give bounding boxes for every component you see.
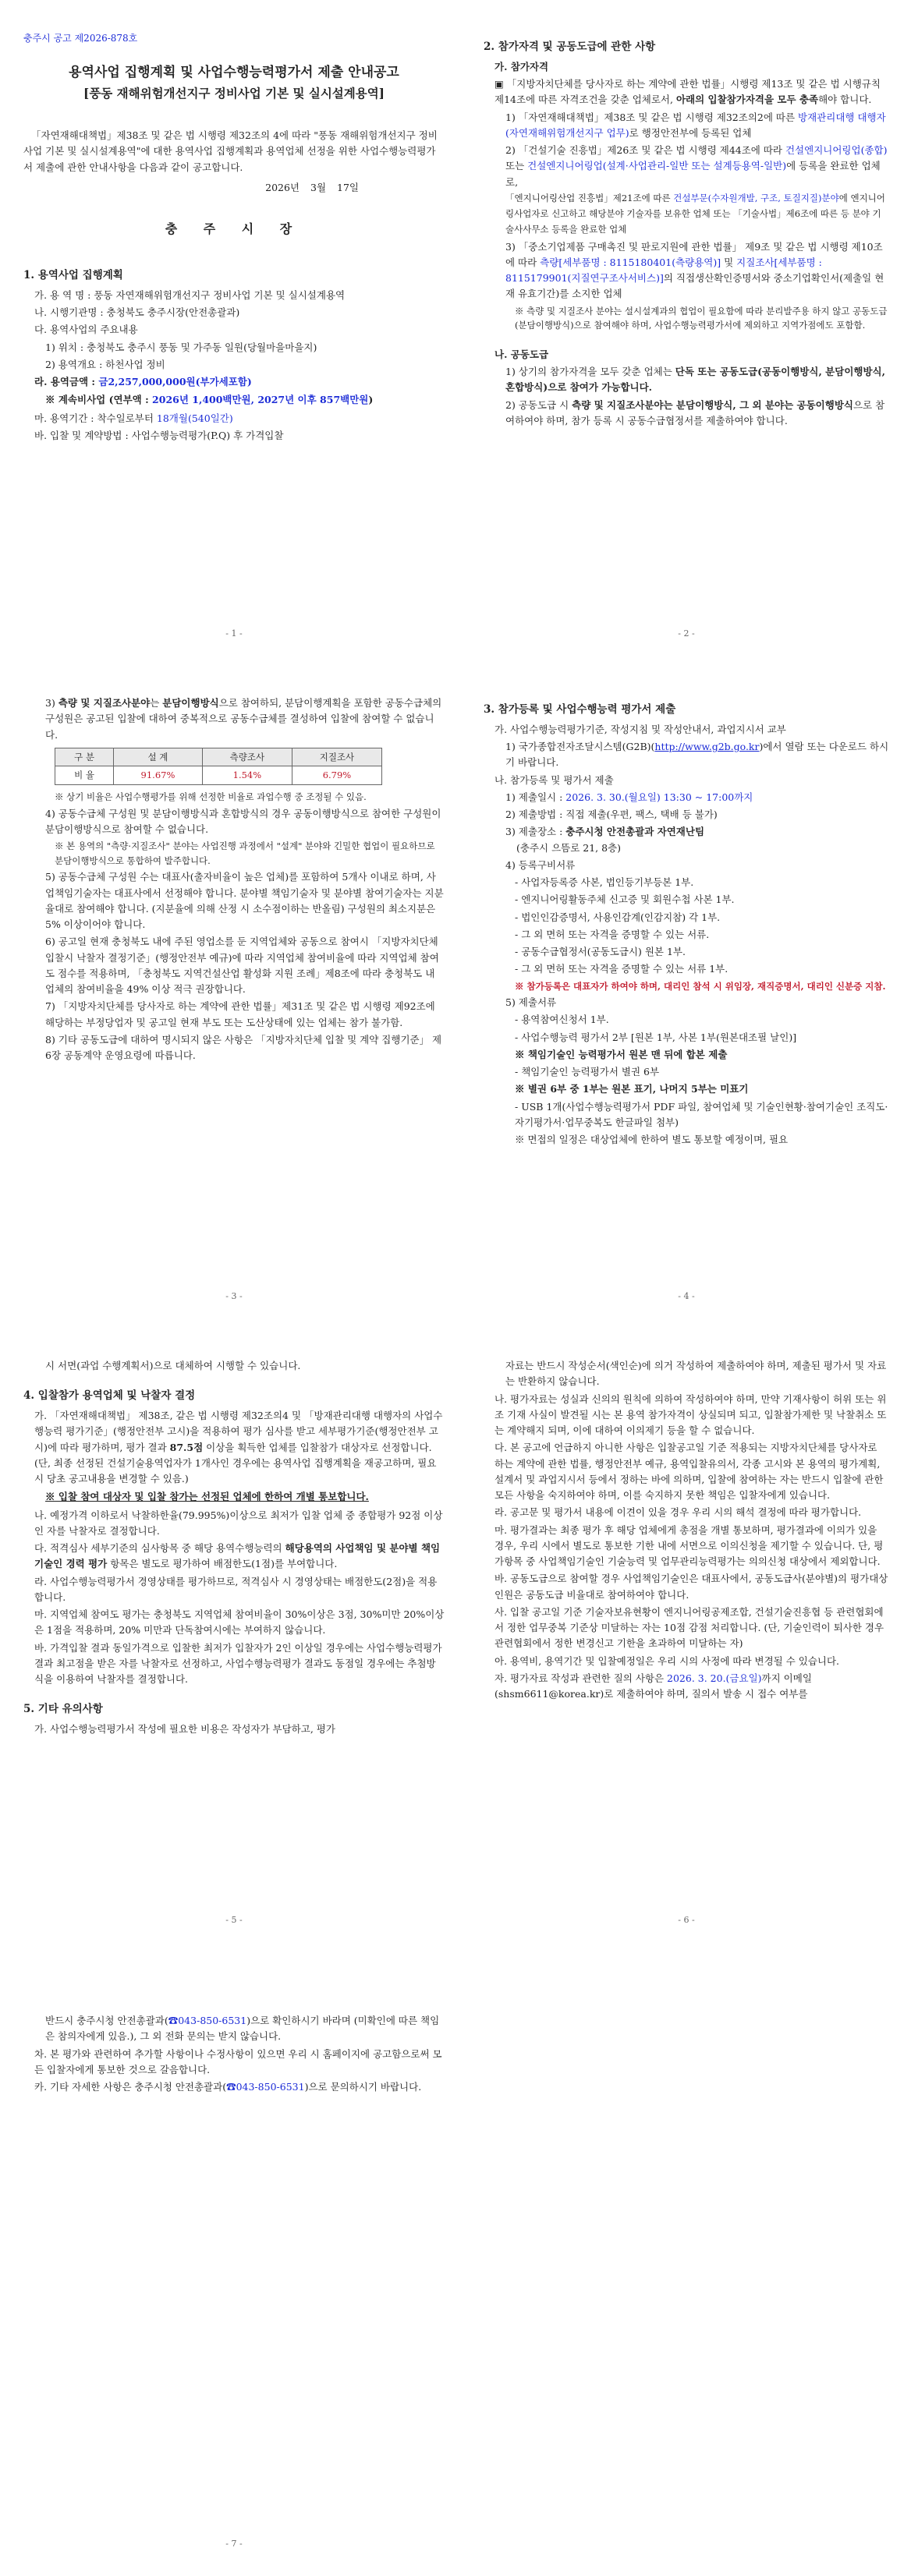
evaluation-note: ※ 입찰 참여 대상자 및 입찰 참가는 선정된 업체에 한하여 개별 통보합니다. — [45, 1491, 369, 1503]
unstated-item: 다. 본 공고에 언급하지 아니한 사항은 입찰공고일 기준 적용되는 지방자치단체를 당사자로 하는 계약에 관한 법률, 행정안전부 예규, 용역입찰유의서, 각종 고시와 본 용역의 평가계획, 설계서 및 과업지시서 등에서 정하는 바에 의하며, 입찰에 참여하는 자는 반드시 입찰에 관한 모든 사항을 숙지하여야 하며, 이를 숙지하지 못한 책임은 입찰자에게 있습니다. — [494, 1442, 884, 1501]
qual-intro-c: 해야 합니다. — [818, 94, 872, 106]
datetime-value: 2026. 3. 30.(월요일) 13:30 ~ 17:00까지 — [565, 791, 753, 803]
issuer-mayor: 충 주 시 장 — [165, 221, 303, 237]
list-item: - 책임기술인 능력평가서 별권 6부 — [515, 1066, 660, 1078]
n1-b: 단독 또는 공동도급(공동이행방식, 분담이행방식, 혼합방식)으로 참여가 가능합니다. — [505, 366, 885, 394]
submit-docs-heading: 5) 제출서류 — [505, 996, 557, 1009]
q3-c: 및 — [721, 256, 737, 268]
amount-value: 금2,257,000,000원(부가세포함) — [98, 376, 252, 388]
budget-note-suffix: ) — [368, 394, 374, 406]
page-7 — [23, 2012, 445, 2557]
eval-b: 이상을 획득한 업체를 입찰참가 대상자로 선정합니다. (단, 최종 선정된 건설기술용역업자가 1개사인 경우에는 용역사업 집행계획을 재공고하며, 필요 시 당초 공고내용을 변경할 수 있음.) — [34, 1441, 437, 1485]
q2-f: 「엔지니어링산업 진흥법」제21조에 따른 — [505, 192, 674, 203]
budget-note — [23, 392, 445, 408]
page-1 — [23, 31, 445, 647]
item-5: 5) 공동수급체 구성원 수는 대표사(출자비율이 높은 업체)를 포함하여 5개사 이내로 하며, 사업책임기술자는 대표사에서 선정해야 합니다. 분야별 책임기술자 및 분야별 참여기술자는 지분율대로 참여해야 합니다. (지분율에 의해 산정 시 소수점이하는 반올림) 구성원의 최소지분은 5% 이상이어야 합니다. — [45, 871, 444, 931]
continuation-text — [23, 2013, 445, 2045]
place-address: (충주시 으뜸로 21, 8층) — [516, 841, 622, 854]
inquiry-item — [484, 1671, 889, 1703]
inquiry-c: 까지 이메일(shsm6611@korea.kr)로 제출하여야 하며, 질의서 발송 시 접수 여부를 — [494, 1672, 812, 1700]
list-item: - 그 외 면허 또는 자격을 증명할 수 있는 서류. — [515, 928, 710, 940]
page-4 — [484, 694, 889, 1310]
table-header: 구 분 — [55, 748, 114, 766]
q3-a: 3) 「중소기업제품 구매촉진 및 판로지원에 관한 법률」 제9조 및 같은 법 시행령 제10조에 따라 — [505, 240, 883, 268]
qualification-heading: 가. 참가자격 — [494, 60, 549, 73]
qualification-intro: ▣ 「지방자치단체를 당사자로 하는 계약에 관한 법률」시행령 제13조 및 같은 법 시행규칙 제14조에 따른 자격조건을 갖춘 업체로서, 아래의 입찰참가자격을 모두 충족해야 합니다. — [494, 78, 881, 106]
qualification-2 — [484, 143, 889, 238]
joint-contract-2 — [484, 398, 889, 430]
distribution-heading: 가. 사업수행능력평가기준, 작성지침 및 작성안내서, 과업지시서 교부 — [494, 723, 786, 735]
table-cell: 91.67% — [114, 766, 203, 785]
n2-c: 으로 참여하여야 하며, 참가 등록 시 공동수급협정서를 제출하여야 합니다. — [505, 398, 885, 426]
joint-contract-heading: 나. 공동도급 — [494, 348, 549, 360]
eval-score: 87.5점 — [169, 1441, 204, 1453]
date-year: 2026년 — [265, 181, 300, 193]
list-note: ※ 별권 6부 중 1부는 원본 표기, 나머지 5부는 미표기 — [515, 1083, 749, 1095]
section-1-title: 1. 용역사업 집행계획 — [23, 268, 123, 281]
eval-a: 가. 「자연재해대책법」 제38조, 같은 법 시행령 제32조의4 및 「방재관리대행 대행자의 사업수행능력 평가기준」(행정안전부 고시)을 적용하여 평가 심사를 받고 세부평가기준(행정안전부 고시)에 따라 평가하며, 평가 결과 — [34, 1410, 443, 1453]
item-4: 4) 공동수급체 구성원 및 분담이행방식과 혼합방식의 경우 공동이행방식으로 참여한 구성원이 분담이행방식으로 참여할 수 없습니다. — [45, 807, 441, 835]
g2b-item — [484, 739, 889, 771]
q2-c: 또는 — [505, 160, 528, 172]
notice-number: 충주시 공고 제2026-878호 — [23, 33, 138, 44]
q2-g: 건설부문(수자원개발, 구조, 토질지질)분야 — [673, 192, 839, 203]
section-2-title: 2. 참가자격 및 공동도급에 관한 사항 — [484, 41, 656, 53]
continuation-text: 자료는 반드시 작성순서(색인순)에 의거 작성하여 제출하여야 하며, 제출된 평가서 및 자료는 반환하지 않습니다. — [505, 1360, 887, 1388]
g2b-link[interactable]: http://www.g2b.go.kr — [654, 741, 760, 753]
agency-name: 나. 시행기관명 : 충청북도 충주시장(안전총괄과) — [34, 306, 240, 319]
result-item: 마. 평가결과는 최종 평가 후 해당 업체에게 총점을 개별 통보하며, 평가결과에 이의가 있을 경우, 우리 시에서 별도로 통보한 기한 내에 서면으로 이의신청을 제기할 수 있습니다. 단, 평가항목 중 사업책임기술인 기술능력 및 업무관리능력평가는 의의신청 대상에서 제외합니다. — [494, 1523, 884, 1567]
item-4-note: ※ 본 용역의 "측량·지질조사" 분야는 사업진행 과정에서 "설계" 분야와 긴밀한 협업이 필요하므로 분담이행방식으로 통합하여 발주합니다. — [55, 840, 435, 866]
overview: 2) 용역개요 : 하천사업 정비 — [45, 358, 165, 370]
joint-tech-item: 바. 공동도급으로 참여할 경우 사업책임기술인은 대표사에서, 공동도급사(분야별)의 평가대상 인원은 공동도급 비율대로 참여하여야 합니다. — [494, 1573, 888, 1601]
budget-note-detail: 2026년 1,400백만원, 2027년 이후 857백만원 — [152, 394, 369, 406]
contact-item — [23, 2079, 445, 2095]
confirm-a: 반드시 충주시청 안전총괄과( — [45, 2015, 168, 2026]
page-number: - 2 - — [678, 628, 695, 639]
homepage-item: 차. 본 평가와 관련하여 추가할 사항이나 수정사항이 있으면 우리 시 홈페이지에 공고함으로써 모든 입찰자에게 통보한 것으로 갈음합니다. — [34, 2047, 442, 2075]
place-value: 충주시청 안전총괄과 자연재난팀 — [565, 826, 705, 838]
page-3 — [23, 694, 445, 1310]
q1-b: 방재관리대행 대행자(자연재해위험개선지구 업무) — [505, 111, 886, 139]
change-item: 아. 용역비, 용역기간 및 입찰예정일은 우리 시의 사정에 따라 변경될 수 있습니다. — [494, 1654, 840, 1667]
table-header: 설 계 — [114, 748, 203, 766]
item-7: 7) 「지방자치단체를 당사자로 하는 계약에 관한 법률」제31조 및 같은 법 시행령 제92조에 해당하는 부정당업자 및 공고일 현재 부도 또는 도산상태에 있는 업체는 참가 불가함. — [45, 1000, 435, 1028]
page-2 — [484, 31, 889, 647]
list-item: - 법인인감증명서, 사용인감계(인감지참) 각 1부. — [515, 911, 721, 923]
page-number: - 4 - — [678, 1291, 695, 1302]
ratio-note: ※ 상기 비율은 사업수행평가를 위해 선정한 비율로 과업수행 중 조정될 수 있음. — [55, 791, 367, 802]
qualification-3 — [484, 239, 889, 303]
dispute-item: 라. 공고문 및 평가서 내용에 이견이 있을 경우 우리 시의 해석 결정에 따라 평가합니다. — [494, 1506, 862, 1519]
item-6: 6) 공고일 현재 충청북도 내에 주된 영업소를 둔 지역업체와 공동으로 참여시 「지방자치단체 입찰시 낙찰자 결정기준」(행정안전부 예규)에 따라 지역업체 참여비율에 따라 지역업체 참여도 점수를 적용하며, 「충청북도 지역건설산업 활성화 지원 조례」제8조에 따라 충청북도 내 업체의 참여비율을 49% 이상 적극 권장합니다. — [45, 936, 439, 996]
page-number: - 3 - — [225, 1291, 243, 1302]
contract-amount — [23, 374, 445, 390]
q2-h: 에 엔지니어링사업자로 신고하고 해당분야 기술자를 보유한 업체 또는 「기술사법」제6조에 따른 등 분야 기술사사무소 등록을 완료한 업체 — [505, 192, 885, 235]
section-4-title: 4. 입찰참가 용역업체 및 낙찰자 결정 — [23, 1389, 196, 1403]
list-item: - 공동수급협정서(공동도급시) 원본 1부. — [515, 946, 686, 958]
evaluation-item — [23, 1408, 445, 1487]
page-number: - 6 - — [678, 1915, 695, 1926]
tie-item: 바. 가격입찰 결과 동일가격으로 입찰한 최저가 입찰자가 2인 이상일 경우에는 사업수행능력평가 결과 최고점을 받은 자를 낙찰자로 선정하고, 사업수행능력평가 결과도 동점일 경우에는 추첨방식을 이용하여 낙찰자를 결정합니다. — [34, 1641, 442, 1686]
q1-c: 로 행정안전부에 등록된 업체 — [629, 126, 752, 139]
q2-a: 2) 「건설기술 진흥법」제26조 및 같은 법 시행령 제44조에 따라 — [505, 144, 785, 157]
section-5-title: 5. 기타 유의사항 — [23, 1703, 103, 1716]
award-item: 나. 예정가격 이하로서 낙찰하한율(79.995%)이상으로 최저가 입찰 업체 중 종합평가 92점 이상인 자를 낙찰자로 결정합니다. — [34, 1509, 443, 1537]
q1-a: 1) 「자연재해대책법」제38조 및 같은 법 시행령 제32조의2에 따른 — [505, 111, 799, 123]
table-header: 지질조사 — [292, 748, 381, 766]
q2-b: 건설엔지니어링업(종합) — [785, 144, 888, 157]
n2-a: 2) 공동도급 시 — [505, 398, 572, 411]
page-6 — [484, 1357, 889, 1934]
intro-paragraph: 「자연재해대책법」제38조 및 같은 법 시행령 제32조의 4에 따라 "풍동 재해위험개선지구 정비사업 기본 및 실시설계용역"에 대한 용역사업 집행계획과 용역업체 선정을 위한 사업수행능력평가서 제출에 관한 안내사항을 다음과 같이 공고합니다. — [23, 129, 438, 173]
item-3 — [23, 695, 445, 743]
item-8: 8) 기타 공동도급에 대하여 명시되지 않은 사항은 「지방자치단체 입찰 및 계약 집행기준」 제6장 공동계약 운영요령에 따릅니다. — [45, 1033, 442, 1062]
datetime-label: 1) 제출일시 : — [505, 791, 566, 803]
submission-datetime — [484, 790, 889, 805]
date-month: 3월 — [310, 181, 327, 193]
notice-date — [23, 180, 445, 196]
page-5 — [23, 1357, 445, 1934]
location: 1) 위치 : 충청북도 충주시 풍동 및 가주동 일원(당월마을마을지) — [45, 341, 317, 353]
i3-a: 3) — [45, 697, 58, 709]
duration — [23, 411, 445, 426]
contact-c: )으로 문의하시기 바랍니다. — [304, 2081, 422, 2093]
i3-c: 는 — [150, 697, 163, 709]
place-label: 3) 제출장소 : — [505, 826, 566, 838]
duration-label: 마. 용역기간 : 착수일로부터 — [34, 412, 157, 424]
joint-contract-1 — [484, 364, 889, 396]
page-number: - 1 - — [225, 628, 243, 639]
inquiry-date: 2026. 3. 20.(금요일) — [667, 1672, 762, 1684]
inquiry-a: 자. 평가자료 작성과 관련한 질의 사항은 — [494, 1672, 668, 1684]
page-number: - 5 - — [225, 1915, 243, 1926]
table-row — [55, 766, 382, 785]
duration-value: 18개월(540일간) — [156, 412, 233, 424]
contact-a: 카. 기타 자세한 사항은 충주시청 안전총괄과( — [34, 2081, 227, 2093]
main-content-heading: 다. 용역사업의 주요내용 — [34, 324, 138, 336]
qualification-3-note: ※ 측량 및 지질조사 분야는 설시설계과의 협업이 필요함에 따라 분리발주용 하지 않고 공동도급(분담이행방식)으로 참여해야 하며, 사업수행능력평가서에 제외하고 지역가점에도 포함함. — [515, 305, 888, 331]
q3-e: 의 직접생산확인증명서와 중소기업확인서(제출일 현재 유효기간)를 소지한 업체 — [505, 272, 884, 300]
list-item: - 용역참여신청서 1부. — [515, 1014, 609, 1026]
honesty-item: 나. 평가자료는 성실과 신의의 원칙에 의하여 작성하여야 하며, 만약 기재사항이 허위 또는 위조 기재 사실이 발견될 시는 본 용역 참가자격이 상실되며 되고, 입찰참가제한 및 낙찰취소 또는 계약해지 되며, 이에 대하여 이의제기 등을 할 수 없습니다. — [494, 1392, 887, 1436]
q3-b: 측량[세부품명 : 8115180401(측량용역)] — [540, 256, 721, 268]
table-cell: 1.54% — [202, 766, 292, 785]
section-3-title: 3. 참가등록 및 사업수행능력 평가서 제출 — [484, 703, 676, 716]
budget-note-prefix: ※ 계속비사업 (연부액 : — [45, 394, 153, 406]
representative-note: ※ 참가등록은 대표자가 하여야 하며, 대리인 참석 시 위임장, 재직증명서, 대리인 신분증 지참. — [515, 980, 886, 992]
list-item: - 엔지니어링활동주체 신고증 및 회원수첩 사본 1부. — [515, 893, 735, 906]
i3-d: 분담이행방식 — [162, 697, 219, 709]
penalty-item: 사. 입찰 공고일 기준 기술자보유현황이 엔지니어링공제조합, 건설기술진흥협 등 관련협회에서 정한 업무중복 기준상 미달하는 자는 10점 감점 처리합니다. (단, 기술인력이 퇴사한 경우 관련협회에서 정한 변경신고 기한을 초과하여 미달하는 자) — [494, 1605, 884, 1650]
g2b-c: )에서 열람 또는 다운로드 하시기 바랍니다. — [505, 741, 889, 769]
qualification-1 — [484, 110, 889, 142]
i3-b: 측량 및 지질조사분야 — [58, 697, 151, 709]
criteria-item — [23, 1541, 445, 1573]
project-name: 가. 용 역 명 : 풍동 자연재해위험개선지구 정비사업 기본 및 실시설계용역 — [34, 288, 346, 301]
phone-number: ☎043-850-6531 — [168, 2015, 247, 2026]
confirm-c: )으로 확인하시기 바라며 (미확인에 따른 책임은 참의자에게 있음.), 그 외 전화 문의는 받지 않습니다. — [45, 2015, 440, 2043]
amount-label: 라. 용역금액 : — [34, 376, 99, 388]
qual-intro-a: 「지방자치단체를 당사자로 하는 계약에 관한 법률」시행령 제13조 및 같은 법 시행규칙 제14조에 따른 자격조건을 갖춘 업체로서, — [494, 78, 881, 106]
table-header: 측량조사 — [202, 748, 292, 766]
regional-item: 마. 지역업체 참여도 평가는 충청북도 지역업체 참여비율이 30%이상은 3점, 30%미만 20%이상은 1점을 적용하며, 20% 미만과 단독참여시에는 부여하지 않습니다. — [34, 1608, 445, 1637]
table-header-row — [55, 748, 382, 766]
criteria-a: 다. 적격심사 세부기준의 심사항목 중 해당 용역수행능력의 — [34, 1542, 285, 1555]
q2-d: 건설엔지니어링업(설계·사업관리-일반 또는 설계등용역-일반) — [527, 160, 787, 172]
list-note: ※ 책임기술인 능력평가서 원본 맨 뒤에 합본 제출 — [515, 1048, 728, 1060]
continuation-text: 시 서면(과업 수행계획서)으로 대체하여 시행할 수 있습니다. — [45, 1360, 301, 1371]
submission-heading: 나. 참가등록 및 평가서 제출 — [494, 773, 614, 786]
list-item: - 사업수행능력 평가서 2부 [원본 1부, 사본 1부(원본대조필 날인)] — [515, 1031, 797, 1043]
submission-method: 2) 제출방법 : 직접 제출(우편, 팩스, 택배 등 불가) — [505, 809, 718, 821]
contract-method: 바. 입찰 및 계약방법 : 사업수행능력평가(P.Q) 후 가격입찰 — [34, 429, 284, 441]
list-item: - 사업자등록증 사본, 법인등기부등본 1부. — [515, 876, 694, 889]
submission-place — [484, 824, 889, 856]
q2-e: 에 등록을 완료한 업체로, — [505, 160, 881, 188]
share-ratio-table — [55, 748, 382, 785]
notice-title: 용역사업 집행계획 및 사업수행능력평가서 제출 안내공고 — [69, 65, 399, 81]
list-note: ※ 면접의 일정은 대상업체에 한하여 별도 통보할 예정이며, 필요 — [515, 1134, 789, 1146]
q3-d: 지질조사[세부품명 : 8115179901(지질연구조사서비스)] — [505, 256, 822, 285]
i3-e: 으로 참여하되, 분담이행계획을 포함한 공동수급체의 구성원은 공고된 입찰에 대하여 중복적으로 공동수급체를 결성하여 입찰에 참여할 수 없습니다. — [45, 697, 442, 741]
registration-docs-heading: 4) 등록구비서류 — [505, 858, 576, 871]
table-cell: 비 율 — [55, 766, 114, 785]
list-item: - 그 외 면허 또는 자격을 증명할 수 있는 서류 1부. — [515, 963, 728, 975]
notice-subtitle: [풍동 재해위험개선지구 정비사업 기본 및 실시설계용역] — [83, 85, 385, 101]
date-day: 17일 — [337, 181, 359, 193]
n1-a: 1) 상기의 참가자격을 모두 갖춘 업체는 — [505, 366, 675, 378]
criteria-c: 항목은 별도로 평가하여 배점한도(1점)를 부여합니다. — [107, 1558, 338, 1570]
page-number: - 7 - — [225, 2539, 243, 2549]
table-cell: 6.79% — [292, 766, 381, 785]
cost-item: 가. 사업수행능력평가서 작성에 필요한 비용은 작성자가 부담하고, 평가 — [34, 1723, 335, 1736]
qual-intro-b: 아래의 입찰참가자격을 모두 충족 — [675, 94, 819, 106]
criteria-b: 해당용역의 사업책임 및 분야별 책임기술인 경력 평가 — [34, 1542, 441, 1570]
management-item: 라. 사업수행능력평가서 경영상태를 평가하므로, 적격심사 시 경영상태는 배점한도(2점)을 적용합니다. — [34, 1575, 438, 1603]
n2-b: 측량 및 지질조사분야는 분담이행방식, 그 외 분야는 공동이행방식 — [572, 398, 853, 411]
g2b-a: 1) 국가종합전자조달시스템(G2B)( — [505, 741, 655, 753]
list-item: - USB 1개(사업수행능력평가서 PDF 파일, 참여업체 및 기술인현황·참여기술인 조직도·자기평가서·업무중복도 한글파일 첨부) — [515, 1100, 888, 1128]
phone-number: ☎043-850-6531 — [226, 2081, 305, 2093]
